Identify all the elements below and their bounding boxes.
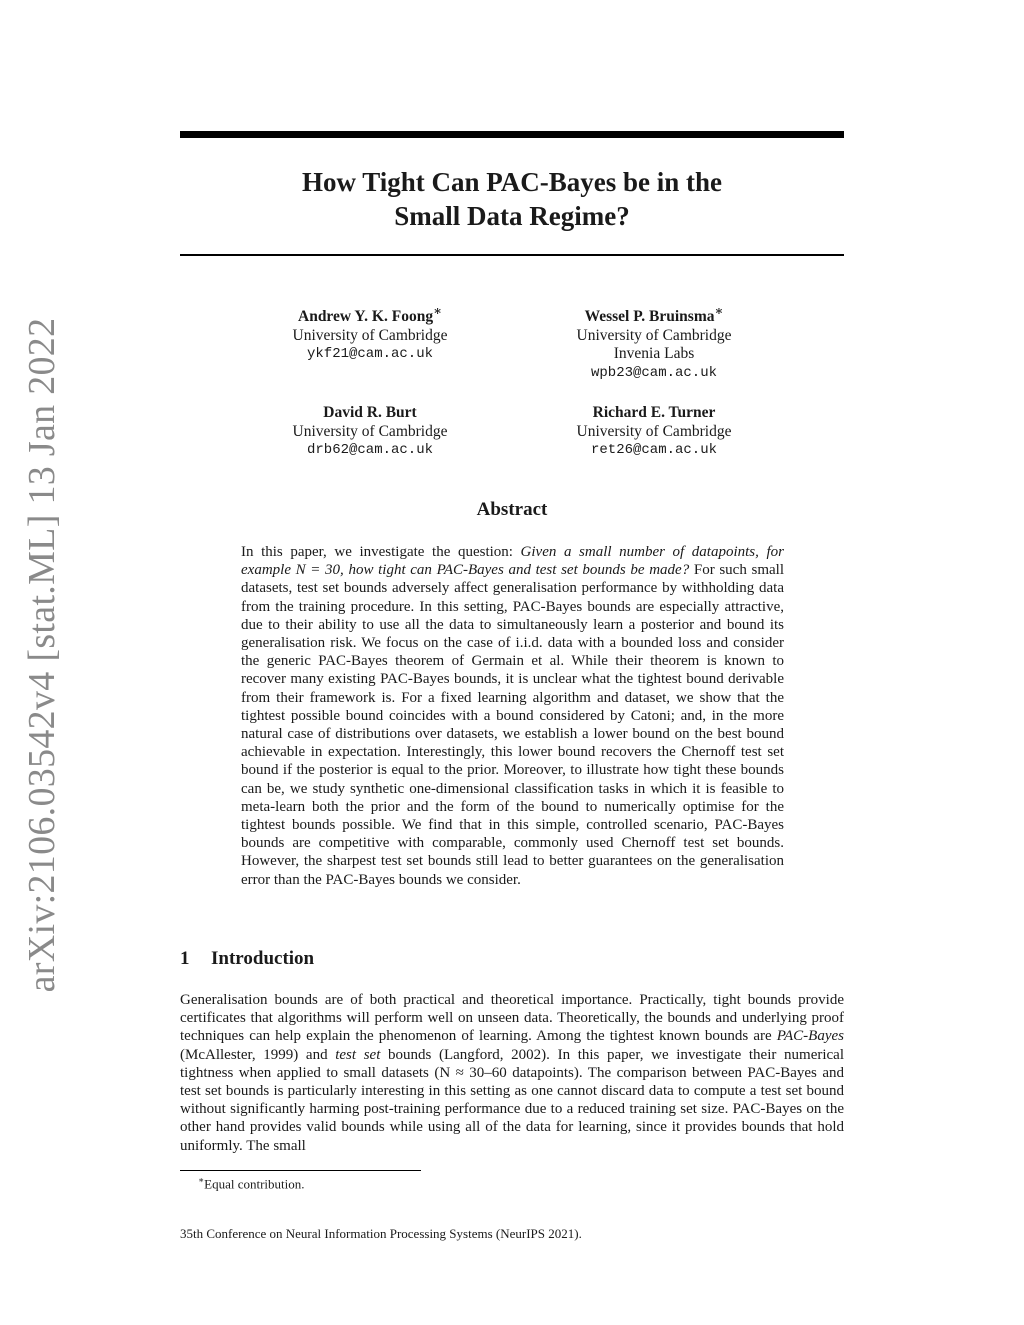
abstract-heading: Abstract <box>476 499 548 520</box>
section-heading <box>180 948 314 970</box>
footnote-text: Equal contribution. <box>204 1176 305 1192</box>
arxiv-identifier: arXiv:2106.03542v4 [stat.ML] 13 Jan 2022 <box>21 317 63 993</box>
author-block <box>504 404 804 460</box>
author-affiliation: University of Cambridge <box>292 326 448 344</box>
title-line-2: Small Data Regime? <box>394 201 630 231</box>
intro-paragraph: Generalisation bounds are of both practical and theoretical importance. Practically, tight bounds provide certificates that algorithms will perform well on unseen data. Theoretically, the bounds and underlying proof techniques can help explain the phenomenon of learning. Among the tightest known bounds are PAC-Bayes (McAllester, 1999) and test set bounds (Langford, 2002). In this paper, we investigate their numerical tightness when applied to small datasets (N ≈ 30–60 datapoints). The comparison between PAC-Bayes and test set bounds is particularly interesting in this setting as one cannot discard data to compute a test set bound without significantly harming post-training performance due to a reduced training set size. PAC-Bayes on the other hand provides valid bounds while using all of the data for learning, since it provides bounds that hold uniformly. The small <box>180 992 844 1154</box>
title-top-rule <box>180 131 844 138</box>
equal-contribution-mark: ∗ <box>714 303 724 318</box>
author-affiliation: University of Cambridge <box>576 422 732 440</box>
title-line-1: How Tight Can PAC-Bayes be in the <box>301 167 723 197</box>
author-email[interactable]: ret26@cam.ac.uk <box>590 442 718 458</box>
author-block <box>504 302 804 382</box>
footnote-rule <box>180 1170 421 1171</box>
author-name: David R. Burt <box>323 404 417 421</box>
author-name: Richard E. Turner <box>592 404 716 421</box>
author-affiliation: Invenia Labs <box>613 345 695 363</box>
abstract-text: In this paper, we investigate the question: Given a small number of datapoints, for example N = 30, how tight can PAC-Bayes and test set bounds be made? For such small datasets, test set bounds adversely affect generalisation performance by withholding data from the training procedure. In this setting, PAC-Bayes bounds are especially attractive, due to their ability to use all the data to simultaneously learn a posterior and bound its generalisation risk. We focus on the case of i.i.d. data with a bounded loss and consider the generic PAC-Bayes theorem of Germain et al. While their theorem is known to recover many existing PAC-Bayes bounds, it is unclear what the tightest bound derivable from their framework is. For a fixed learning algorithm and dataset, we show that the tightest possible bound coincides with a bound considered by Catoni; and, in the more natural case of distributions over datasets, we establish a lower bound on the best bound achievable in expectation. Interestingly, this lower bound recovers the Chernoff test set bound if the posterior is equal to the prior. Moreover, to illustrate how tight these bounds can be, we study synthetic one-dimensional classification tasks in which it is feasible to meta-learn both the prior and the form of the bound to numerically optimise for the tightest bounds possible. We find that in this simple, controlled scenario, PAC-Bayes bounds are competitive with comparable, commonly used Chernoff test set bounds. However, the sharpest test set bounds still lead to better guarantees on the generalisation error than the PAC-Bayes bounds we consider. <box>241 544 784 888</box>
section-number: 1 <box>180 948 190 969</box>
author-name: Wessel P. Bruinsma∗ <box>584 303 724 326</box>
author-name: Andrew Y. K. Foong∗ <box>298 303 442 326</box>
research-question: Given a small number of datapoints, for example N = 30, how tight can PAC-Bayes and test set bounds be made? <box>241 544 784 579</box>
author-affiliation: University of Cambridge <box>292 422 448 440</box>
paper-title <box>180 165 844 233</box>
author-block <box>220 404 520 460</box>
author-email[interactable]: wpb23@cam.ac.uk <box>590 364 718 381</box>
equal-contribution-mark: ∗ <box>433 303 442 318</box>
author-email[interactable]: drb62@cam.ac.uk <box>306 442 434 458</box>
title-bottom-rule <box>180 254 844 256</box>
conference-note: 35th Conference on Neural Information Processing Systems (NeurIPS 2021). <box>180 1226 582 1241</box>
author-block <box>220 302 520 364</box>
author-affiliation: University of Cambridge <box>576 326 732 344</box>
section-title: Introduction <box>211 948 315 969</box>
author-email[interactable]: ykf21@cam.ac.uk <box>306 346 434 363</box>
footnote <box>198 1175 305 1192</box>
footnote-mark: ∗ <box>198 1175 205 1185</box>
